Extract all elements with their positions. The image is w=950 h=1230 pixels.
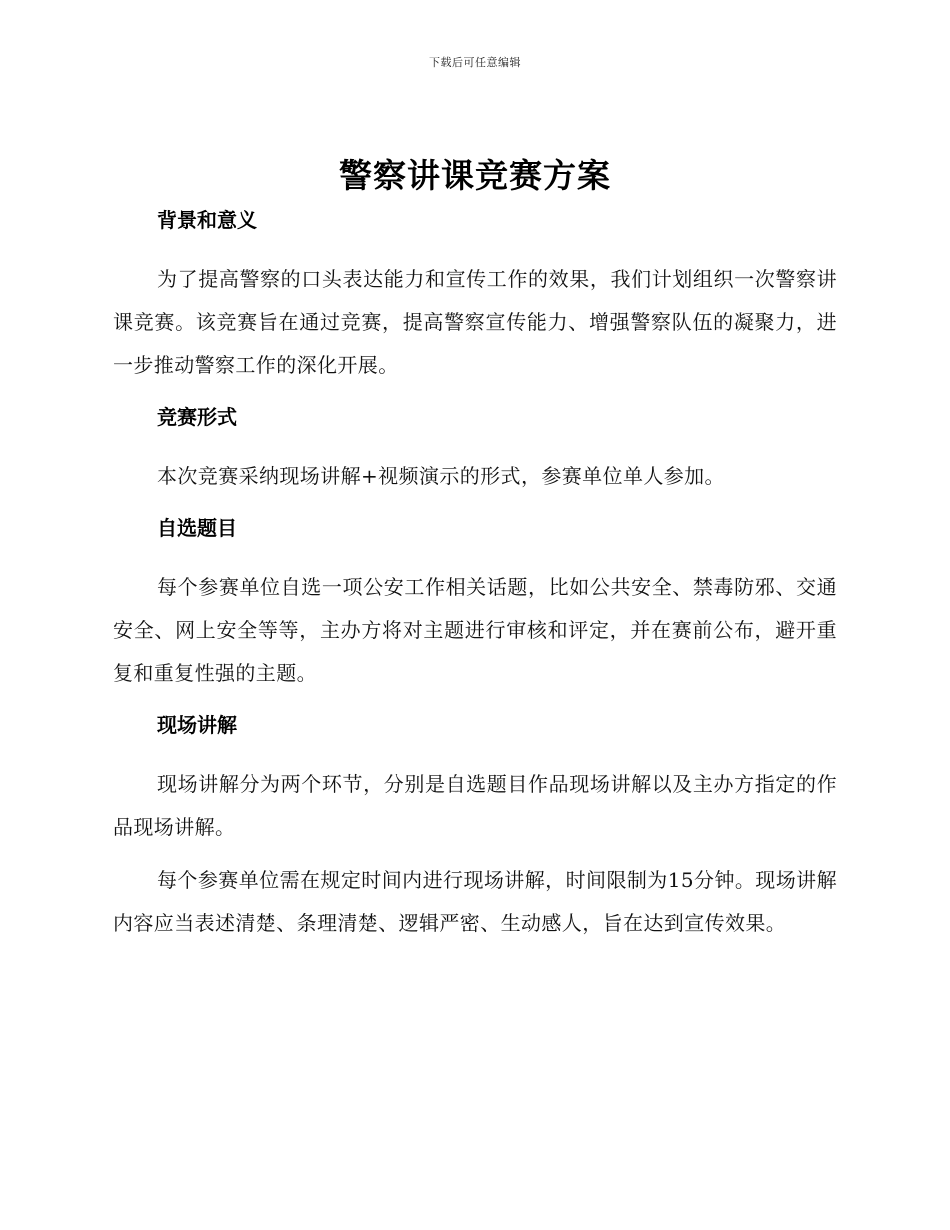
section-paragraph: 本次竞赛采纳现场讲解+视频演示的形式，参赛单位单人参加。 — [157, 464, 725, 488]
section-background — [113, 202, 837, 387]
section-format — [113, 399, 837, 498]
section-heading: 现场讲解 — [157, 713, 237, 737]
document-title: 警察讲课竞赛方案 — [339, 156, 611, 195]
section-heading: 自选题目 — [157, 516, 237, 540]
section-paragraph: 现场讲解分为两个环节，分别是自选题目作品现场讲解以及主办方指定的作品现场讲解。 — [113, 772, 837, 839]
section-paragraph: 每个参赛单位需在规定时间内进行现场讲解，时间限制为15分钟。现场讲解内容应当表述清楚、条理清楚、逻辑严密、生动感人，旨在达到宣传效果。 — [113, 868, 837, 935]
section-live-presentation — [113, 707, 837, 945]
section-heading: 竞赛形式 — [157, 405, 237, 429]
document-body — [113, 202, 837, 957]
section-heading: 背景和意义 — [157, 208, 257, 232]
section-paragraph: 每个参赛单位自选一项公安工作相关话题，比如公共安全、禁毒防邪、交通安全、网上安全等等，主办方将对主题进行审核和评定，并在赛前公布，避开重复和重复性强的主题。 — [113, 575, 837, 685]
section-paragraph: 为了提高警察的口头表达能力和宣传工作的效果，我们计划组织一次警察讲课竞赛。该竞赛旨在通过竞赛，提高警察宣传能力、增强警察队伍的凝聚力，进一步推动警察工作的深化开展。 — [113, 267, 837, 377]
section-topic — [113, 510, 837, 695]
header-note: 下载后可任意编辑 — [429, 56, 521, 69]
